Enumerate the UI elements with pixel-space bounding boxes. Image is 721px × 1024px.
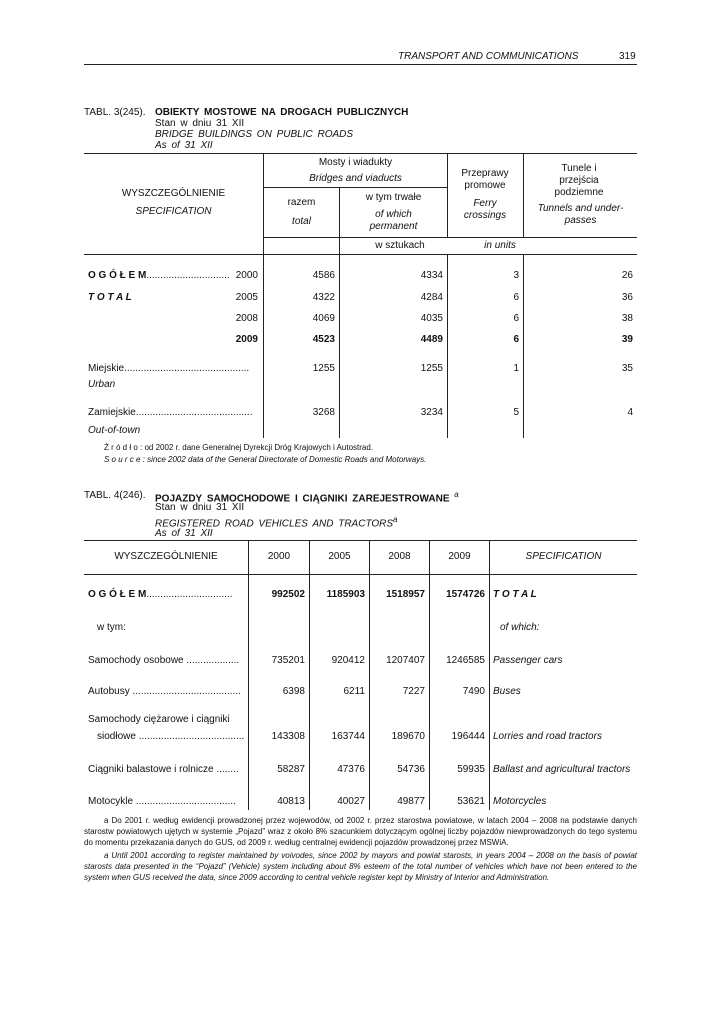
- table3-units-pl: w sztukach: [375, 240, 425, 251]
- table3-cell-perm: 1255: [420, 363, 443, 374]
- table4-row-dots: ...................: [186, 655, 240, 666]
- running-header-title: TRANSPORT AND COMMUNICATIONS: [398, 51, 579, 62]
- table4-row-en: Buses: [493, 686, 521, 697]
- table4-ogolem-dots: ...............................: [146, 589, 233, 600]
- table3-cell-tunnel: 26: [621, 270, 633, 281]
- table4-cell: 49877: [397, 796, 425, 807]
- table4-row-label-pl: Ciągniki balastowe i rolnicze: [88, 764, 214, 775]
- table4-row-label: [88, 796, 236, 807]
- table4-row-dots: ......................................: [138, 731, 245, 742]
- table3-vline-3: [447, 153, 448, 238]
- table3-total-pl: razem: [287, 197, 316, 208]
- table4-cell: 40027: [337, 796, 365, 807]
- table3-total-label-en: T O T A L: [88, 292, 132, 303]
- table4-spec-pl: WYSZCZEGÓLNIENIE: [114, 551, 218, 562]
- table3-cell-tunnel: 39: [621, 334, 633, 345]
- table4-cell: 992502: [271, 589, 305, 600]
- table3-spec-pl: WYSZCZEGÓLNIENIE: [121, 188, 226, 199]
- table4-ogolem: O G Ó Ł E M: [88, 589, 147, 600]
- table3-cell-perm: 4284: [420, 292, 443, 303]
- table4-cell: 59935: [457, 764, 485, 775]
- table4-cell: 1518957: [386, 589, 425, 600]
- table3-cell-total: 4069: [312, 313, 335, 324]
- table4-date-en: As of 31 XII: [155, 528, 213, 539]
- table4-row-en: Passenger cars: [493, 655, 563, 666]
- table4-cell: 735201: [271, 655, 305, 666]
- table3-ogolem: O G Ó Ł E M: [88, 270, 147, 281]
- table4-row-en: Motorcycles: [493, 796, 547, 807]
- table4-cell: 40813: [277, 796, 305, 807]
- table4-vline-5: [489, 540, 490, 810]
- table3-outoftown-pl: Zamiejskie: [88, 407, 136, 418]
- table4-cell: 6211: [343, 686, 365, 697]
- table4-row-label: [88, 655, 239, 666]
- table3-outoftown-label: [88, 407, 253, 418]
- table3-units-en: in units: [484, 240, 516, 251]
- table4-cell: 196444: [451, 731, 485, 742]
- table3-cell-total: 3268: [312, 407, 335, 418]
- table4-header-rule: [84, 574, 637, 575]
- table3-urban-pl: Miejskie: [88, 363, 125, 374]
- table3-cell-perm: 4035: [420, 313, 443, 324]
- table4-title-en: REGISTERED ROAD VEHICLES AND TRACTORS: [155, 518, 394, 530]
- table4-footnote-en: a Until 2001 according to register maintained by voivodes, since 2002 by mayors and powiat starosts, in years 2004 – 2008 on the basis of powiat starosts data presented in the “Pojazd” (Vehicle) system including about 8% esteem of the total number of vehicles which have not been entered to the system when GUS received the data, since 2009 according to central vehicle register kept by Ministry of Interior and Administration.: [84, 851, 637, 882]
- table3-urban-en: Urban: [88, 379, 116, 390]
- table3-perm-pl: w tym trwałe: [365, 192, 422, 203]
- table4-date-pl: Stan w dniu 31 XII: [155, 502, 245, 513]
- table4-cell: 6398: [282, 686, 305, 697]
- table4-wtym-pl: w tym:: [97, 622, 126, 633]
- table3-ogolem-dots: ..............................: [146, 270, 230, 281]
- table4-cell: 53621: [457, 796, 485, 807]
- table3-tunnel-en: Tunnels and under-passes: [537, 203, 624, 226]
- table4-cell: 47376: [337, 764, 365, 775]
- table3-title-pl: OBIEKTY MOSTOWE NA DROGACH PUBLICZNYCH: [155, 107, 409, 118]
- table4-year-header: 2005: [328, 551, 351, 562]
- table3-date-en: As of 31 XII: [155, 140, 213, 151]
- table3-label: TABL. 3(245).: [84, 107, 146, 118]
- table3-units-rule: [84, 254, 637, 255]
- table4-row-dots: ....................................: [135, 796, 236, 807]
- table3-cell-total: 4586: [312, 270, 335, 281]
- table4-wtym-en: of which:: [500, 622, 540, 633]
- table3-top-rule: [84, 153, 637, 154]
- table4-row-label: [88, 686, 241, 697]
- table4-cell: 1246585: [446, 655, 485, 666]
- table4-cell: 58287: [277, 764, 305, 775]
- table3-cell-perm: 3234: [420, 407, 443, 418]
- table4-cell: 7490: [462, 686, 485, 697]
- table3-outoftown-dots: ..........................................: [135, 407, 253, 418]
- table3-cell-ferry: 3: [513, 270, 519, 281]
- table4-row-label-pl: Motocykle: [88, 796, 134, 807]
- table4-total-label: [88, 589, 232, 600]
- table4-year-header: 2009: [448, 551, 471, 562]
- table4-cell: 143308: [271, 731, 305, 742]
- table4-year-header: 2008: [388, 551, 411, 562]
- table4-row-label-pl: Autobusy: [88, 686, 130, 697]
- table4-title-sup: a: [454, 490, 459, 499]
- table3-cell-ferry: 5: [513, 407, 519, 418]
- table4-footnote-pl: a Do 2001 r. według ewidencji prowadzonej przez wojewodów, od 2002 r. przez starostwa powiatowe, w latach 2004 – 2008 na podstawie danych starostw powiatowych ujętych w systemie „Pojazd” wraz z około 8% szacunkiem dotyczącym ogólnej liczby pojazdów niewprowadzonych do tego systemu do momentu przekazania danych do GUS, od 2009 r. według centralnej ewidencji pojazdów prowadzonej przez MSWiA.: [84, 816, 637, 847]
- table4-row-label-pl: siodłowe: [97, 731, 136, 742]
- table3-cell-tunnel: 35: [621, 363, 633, 374]
- table3-cell-ferry: 6: [513, 334, 519, 345]
- table4-spec-en: SPECIFICATION: [525, 551, 602, 562]
- table3-cell-total: 1255: [312, 363, 335, 374]
- table4-cell: 189670: [391, 731, 425, 742]
- table3-source-en: S o u r c e : since 2002 data of the General Directorate of Domestic Roads and Motorways.: [104, 455, 427, 464]
- table4-top-rule: [84, 540, 637, 541]
- table4-cell: 920412: [331, 655, 365, 666]
- table4-row-en: Ballast and agricultural tractors: [493, 764, 631, 775]
- table3-cell-tunnel: 4: [627, 407, 633, 418]
- table3-perm-en: of which permanent: [369, 209, 418, 232]
- table4-label: TABL. 4(246).: [84, 490, 146, 501]
- table3-cell-perm: 4489: [420, 334, 443, 345]
- table3-cell-ferry: 1: [513, 363, 519, 374]
- table3-cell-tunnel: 36: [621, 292, 633, 303]
- table4-row-dots: .......................................: [132, 686, 241, 697]
- table4-cell: 1574726: [446, 589, 485, 600]
- table4-year-header: 2000: [267, 551, 291, 562]
- table3-row-year: 2000: [235, 270, 258, 281]
- table4-title-en-sup: a: [393, 515, 398, 524]
- table3-urban-label: [88, 363, 249, 374]
- table3-bridges-en: Bridges and viaducts: [309, 173, 402, 184]
- table3-row-year: 2009: [235, 334, 258, 345]
- table3-total-en: total: [292, 216, 311, 227]
- table3-cell-ferry: 6: [513, 292, 519, 303]
- table3-ferry-en: Ferry crossings: [463, 198, 507, 221]
- table3-cell-total: 4523: [312, 334, 335, 345]
- table4-cell: 163744: [331, 731, 365, 742]
- table4-row-label-pl: Samochody osobowe: [88, 655, 184, 666]
- table3-cell-perm: 4334: [420, 270, 443, 281]
- table3-spec-en: SPECIFICATION: [135, 206, 212, 217]
- table3-row-year: 2008: [235, 313, 258, 324]
- page-number: 319: [619, 51, 636, 62]
- table3-bridges-pl: Mosty i wiadukty: [318, 157, 393, 168]
- table4-title-pl: POJAZDY SAMOCHODOWE I CIĄGNIKI ZAREJESTROWANE: [155, 493, 450, 505]
- table3-cell-ferry: 6: [513, 313, 519, 324]
- table4-row-dots: ........: [216, 764, 239, 775]
- table3-title-en: BRIDGE BUILDINGS ON PUBLIC ROADS: [155, 129, 354, 140]
- table3-row-year: 2005: [235, 292, 258, 303]
- table3-header-bottom-rule: [264, 237, 637, 238]
- table4-cell: 54736: [397, 764, 425, 775]
- table3-cell-tunnel: 38: [621, 313, 633, 324]
- table4-row-en: Lorries and road tractors: [493, 731, 602, 742]
- table3-vline-4: [523, 153, 524, 238]
- table3-date-pl: Stan w dniu 31 XII: [155, 118, 245, 129]
- table4-row-label: [97, 731, 244, 742]
- table4-cell: 1185903: [326, 589, 365, 600]
- table3-ferry-pl: Przeprawy promowe: [461, 168, 509, 191]
- table3-cell-total: 4322: [312, 292, 335, 303]
- table4-lorries-line1: Samochody ciężarowe i ciągniki: [88, 714, 230, 725]
- table4-total-en: T O T A L: [493, 589, 537, 600]
- table3-urban-dots: .............................................: [124, 363, 250, 374]
- table3-bridges-subrule: [264, 187, 447, 188]
- table4-row-label: [88, 764, 239, 775]
- table3-tunnel-pl: Tunele i przejścia podziemne: [554, 163, 604, 198]
- table3-source-pl: Ź r ó d ł o : od 2002 r. dane Generalnej Dyrekcji Dróg Krajowych i Autostrad.: [104, 443, 374, 452]
- table3-outoftown-en: Out-of-town: [88, 425, 141, 436]
- table3-total-label-pl: [88, 270, 230, 281]
- table4-cell: 1207407: [386, 655, 425, 666]
- header-rule: [84, 64, 637, 65]
- table4-cell: 7227: [402, 686, 425, 697]
